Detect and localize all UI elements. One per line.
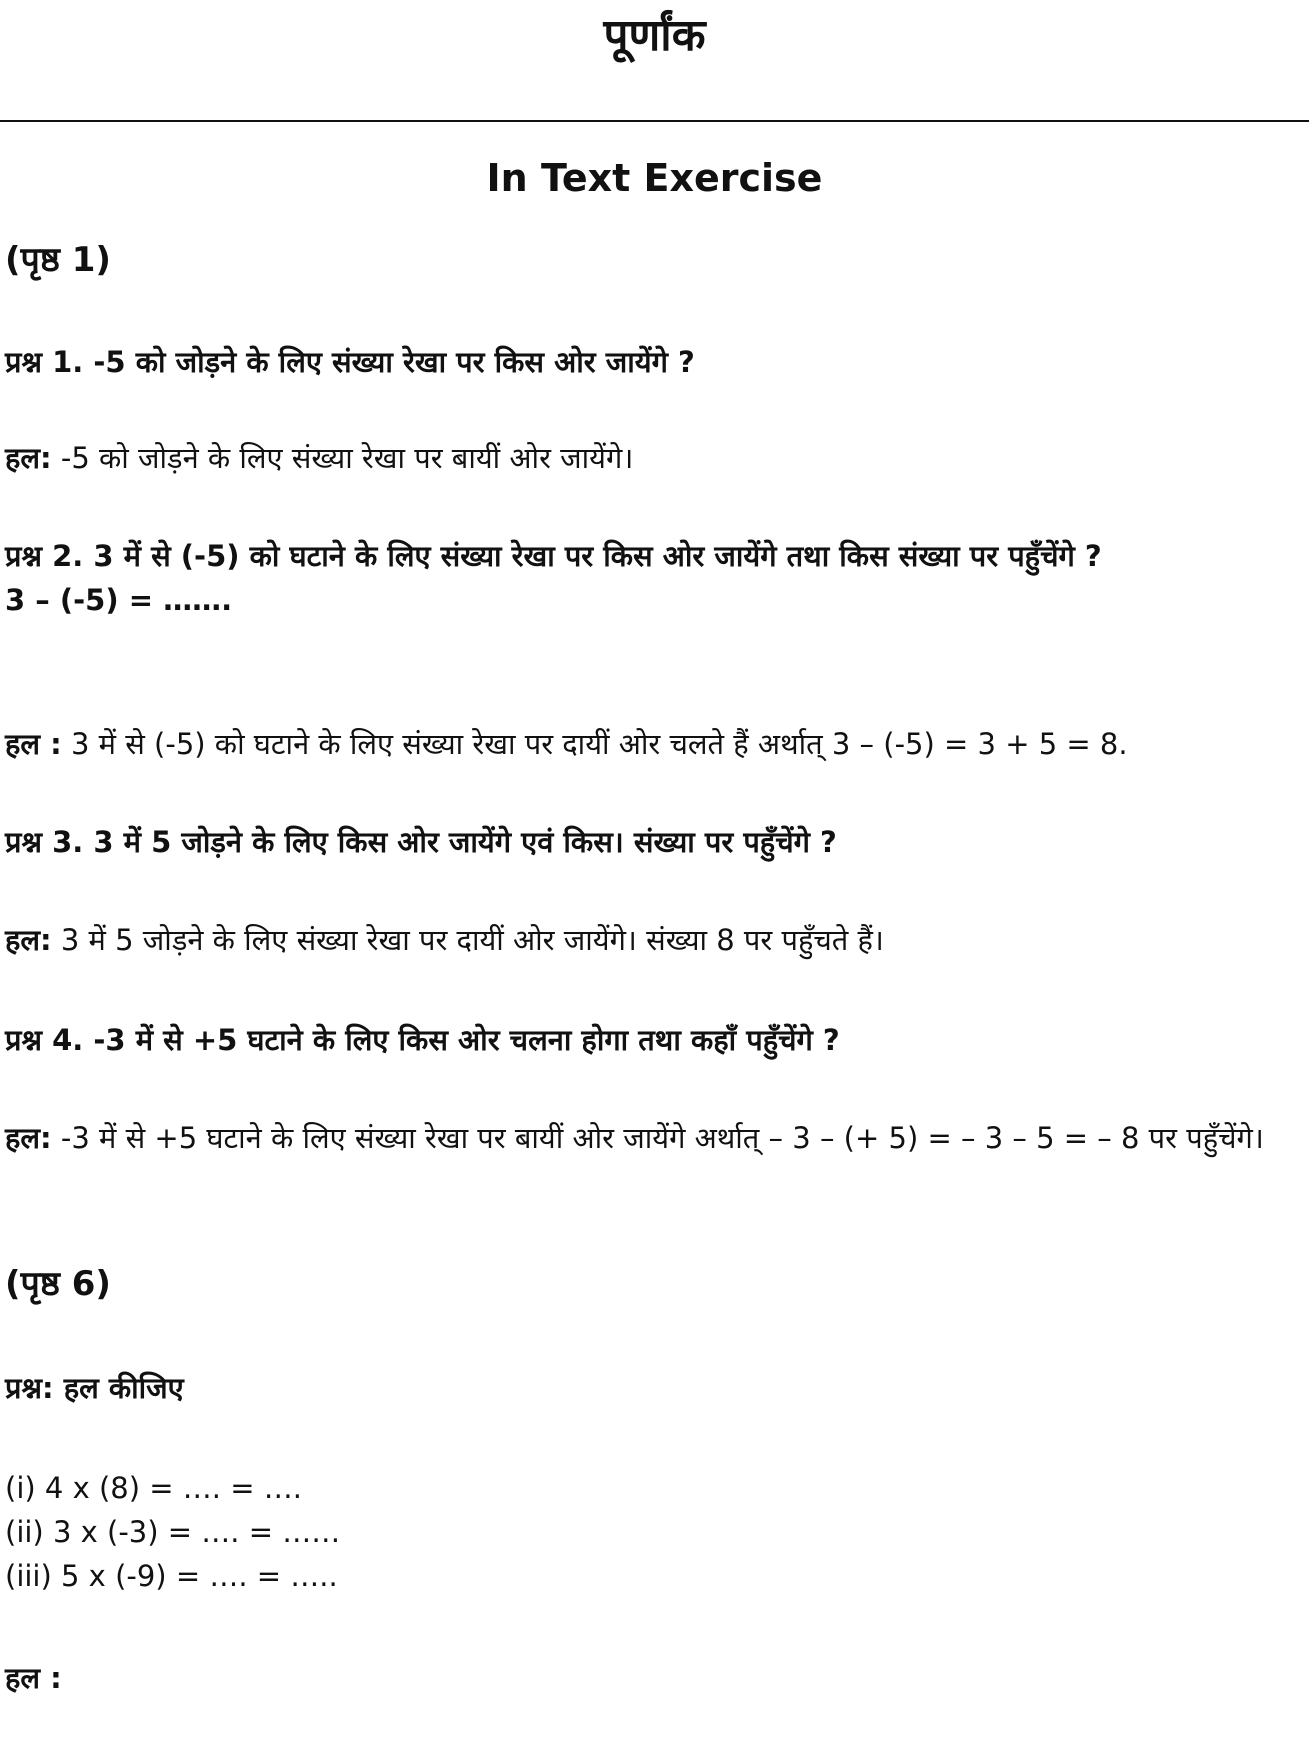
question-2-text: प्रश्न 2. 3 में से (-5) को घटाने के लिए संख्या रेखा पर किस ओर जायेंगे तथा किस संख्या पर पहुँचेंगे ? — [5, 539, 1102, 573]
answer-2-label: हल : — [5, 727, 62, 761]
section-heading-page-1: (पृष्ठ 1) — [5, 240, 111, 280]
title-divider — [0, 120, 1309, 122]
page-subtitle: In Text Exercise — [486, 156, 823, 200]
answer-3-text: 3 में 5 जोड़ने के लिए संख्या रेखा पर दायीं ओर जायेंगे। संख्या 8 पर पहुँचते हैं। — [51, 923, 884, 957]
section-heading-page-6: (पृष्ठ 6) — [5, 1264, 111, 1304]
solution-label: हल : — [5, 1661, 62, 1695]
question-3: प्रश्न 3. 3 में 5 जोड़ने के लिए किस ओर जायेंगे एवं किस। संख्या पर पहुँचेंगे ? — [5, 825, 837, 859]
exercise-list — [5, 1466, 1300, 1598]
answer-1-text: -5 को जोड़ने के लिए संख्या रेखा पर बायीं ओर जायेंगे। — [51, 441, 634, 475]
answer-2-text: 3 में से (-5) को घटाने के लिए संख्या रेखा पर दायीं ओर चलते हैं अर्थात् 3 – (-5) = 3 + 5 = 8. — [61, 727, 1128, 761]
answer-3-label: हल: — [5, 923, 52, 957]
answer-4-text: -3 में से +5 घटाने के लिए संख्या रेखा पर बायीं ओर जायेंगे अर्थात् – 3 – (+ 5) = – 3 – 5 = – 8 पर पहुँचेंगे। — [51, 1121, 1264, 1155]
question-2-expression: 3 – (-5) = ……. — [5, 583, 233, 617]
list-item: (i) 4 x (8) = …. = …. — [5, 1471, 302, 1505]
question-2 — [5, 534, 1300, 622]
answer-1 — [5, 436, 1300, 480]
question-1: प्रश्न 1. -5 को जोड़ने के लिए संख्या रेखा पर किस ओर जायेंगे ? — [5, 345, 695, 379]
answer-2 — [5, 722, 1300, 766]
answer-4-label: हल: — [5, 1121, 52, 1155]
page-title: पूर्णांक — [603, 10, 706, 61]
question-solve: प्रश्न: हल कीजिए — [5, 1371, 184, 1405]
list-item: (iii) 5 x (-9) = …. = ….. — [5, 1559, 338, 1593]
answer-3 — [5, 918, 1300, 962]
answer-4 — [5, 1116, 1300, 1160]
answer-1-label: हल: — [5, 441, 52, 475]
list-item: (ii) 3 x (-3) = …. = …… — [5, 1515, 341, 1549]
question-4: प्रश्न 4. -3 में से +5 घटाने के लिए किस ओर चलना होगा तथा कहाँ पहुँचेंगे ? — [5, 1023, 840, 1057]
